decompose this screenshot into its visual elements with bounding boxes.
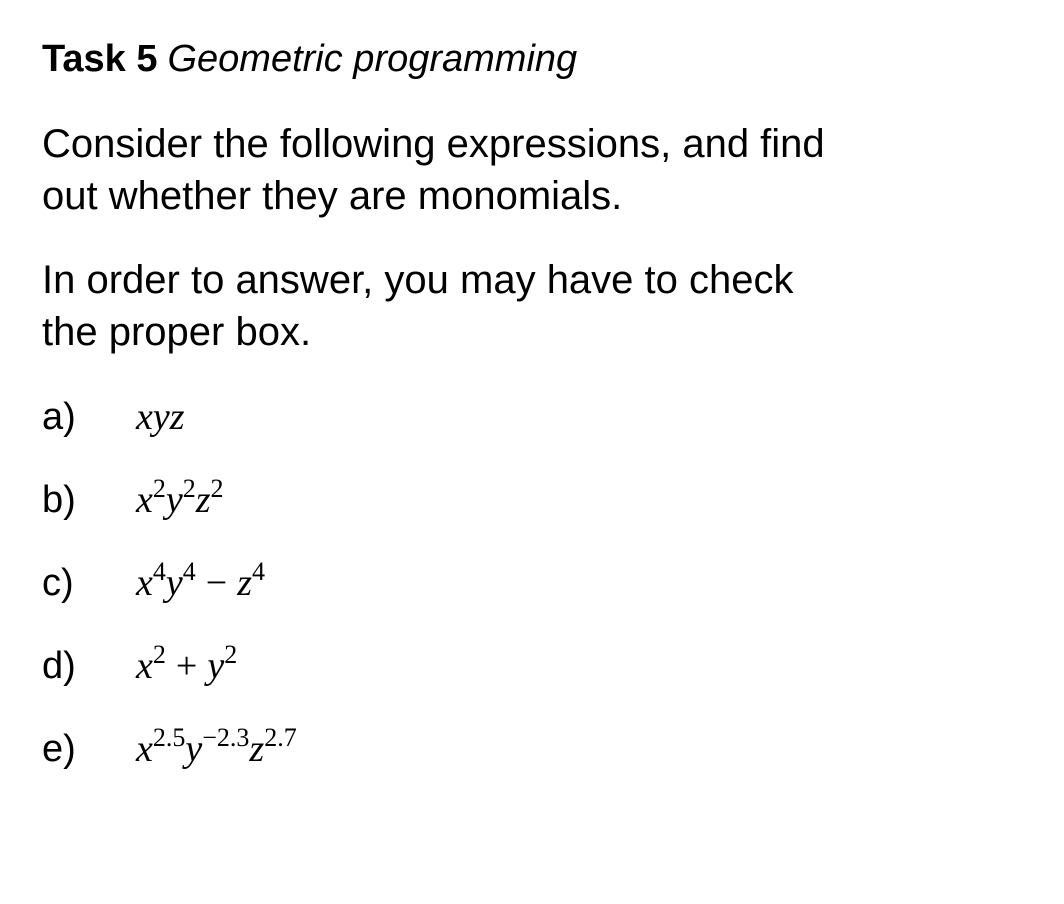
exponent: 2 (182, 474, 196, 503)
exponent: 2 (224, 640, 238, 669)
variable: y (165, 479, 183, 521)
exponent: 4 (251, 557, 265, 586)
intro-line: Consider the following expressions, and find (42, 122, 825, 166)
variable: z (249, 728, 265, 770)
variable: z (195, 479, 211, 521)
variable: z (237, 562, 252, 604)
exponent: 2 (210, 474, 224, 503)
expression-item (42, 557, 742, 610)
exponent: 4 (152, 557, 166, 586)
item-label: e) (42, 728, 76, 770)
variable: x (136, 479, 153, 521)
exponent: 2.7 (264, 723, 297, 752)
math-expression (136, 640, 238, 689)
task-title (42, 36, 577, 82)
expression-item (42, 474, 742, 527)
task-topic: Geometric programming (167, 38, 578, 80)
instruction-paragraph (42, 254, 1002, 358)
variable: xyz (136, 396, 185, 438)
math-expression (136, 394, 185, 440)
math-expression (136, 723, 297, 772)
instruction-line: the proper box. (42, 310, 312, 354)
exponent: −2.3 (202, 723, 250, 752)
item-label: b) (42, 479, 76, 521)
intro-paragraph (42, 118, 1002, 222)
item-label: a) (42, 396, 76, 438)
variable: y (165, 562, 183, 604)
task-number: Task 5 (42, 38, 158, 80)
variable: x (136, 728, 153, 770)
math-expression (136, 474, 224, 523)
expression-item (42, 640, 742, 693)
expression-item (42, 723, 742, 776)
operator: − (205, 562, 228, 604)
item-label: d) (42, 645, 76, 687)
math-expression (136, 557, 265, 606)
exponent: 2 (152, 640, 166, 669)
intro-line: out whether they are monomials. (42, 174, 623, 218)
exponent: 2.5 (152, 723, 186, 752)
variable: x (136, 562, 153, 604)
item-label: c) (42, 562, 74, 604)
exponent: 2 (152, 474, 166, 503)
exponent: 4 (182, 557, 196, 586)
variable: x (136, 645, 153, 687)
variable: y (185, 728, 203, 770)
operator: + (175, 645, 198, 687)
variable: y (207, 645, 225, 687)
instruction-line: In order to answer, you may have to check (42, 258, 794, 302)
expression-item (42, 394, 742, 444)
